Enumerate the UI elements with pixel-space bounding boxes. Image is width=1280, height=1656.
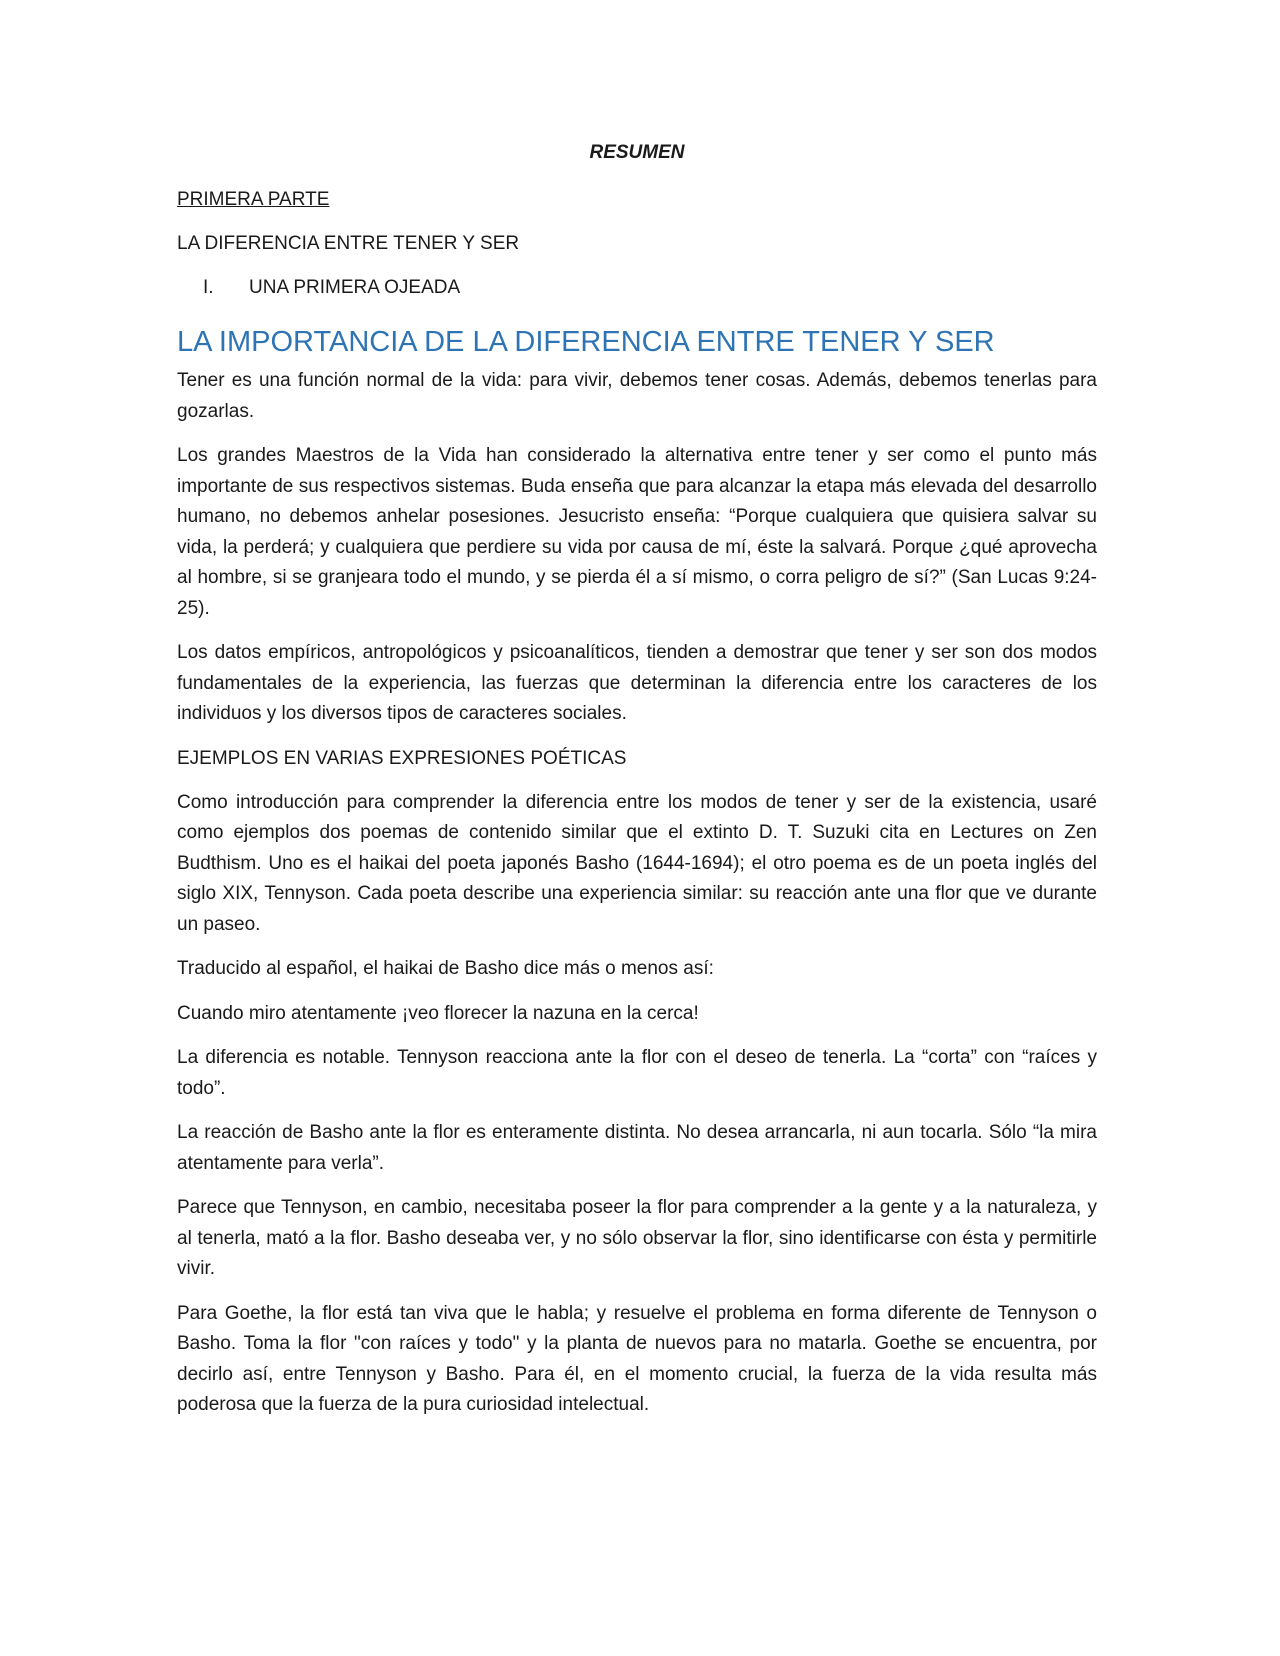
chapter-label: UNA PRIMERA OJEADA [249,277,461,298]
paragraph: Como introducción para comprender la diferencia entre los modos de tener y ser de la existencia, usaré como ejemplos dos poemas de contenido similar que el extinto D. T. Suzuki cita en Lectures on Zen Budthism. Uno es el haikai del poeta japonés Basho (1644-1694); el otro poema es de un poeta inglés del siglo XIX, Tennyson. Cada poeta describe una experiencia similar: su reacción ante una flor que ve durante un paseo. [177,791,1097,935]
paragraph: Los grandes Maestros de la Vida han considerado la alternativa entre tener y ser como el punto más importante de sus respectivos sistemas. Buda enseña que para alcanzar la etapa más elevada del desarrollo humano, no debemos anhelar posesiones. Jesucristo enseña: “Porque cualquiera que quisiera salvar su vida, la perderá; y cualquiera que perdiere su vida por causa de mí, éste la salvará. Porque ¿qué aprovecha al hombre, si se granjeara todo el mundo, y se pierda él a sí mismo, o corra peligro de sí?” (San Lucas 9:24-25). [177,445,1097,619]
paragraph: La diferencia es notable. Tennyson reacciona ante la flor con el deseo de tenerla. La “corta” con “raíces y todo”. [177,1047,1097,1099]
haikai-quote: Cuando miro atentamente ¡veo florecer la nazuna en la cerca! [177,1002,699,1024]
paragraph: La reacción de Basho ante la flor es enteramente distinta. No desea arrancarla, ni aun tocarla. Sólo “la mira atentamente para verla”. [177,1122,1097,1174]
section-heading: LA DIFERENCIA ENTRE TENER Y SER [177,233,520,254]
paragraph: Para Goethe, la flor está tan viva que le habla; y resuelve el problema en forma diferente de Tennyson o Basho. Toma la flor "con raíces y todo" y la planta de nuevos para no matarla. Goethe se encuentra, por decirlo así, entre Tennyson y Basho. Para él, en el momento crucial, la fuerza de la vida resulta más poderosa que la fuerza de la pura curiosidad intelectual. [177,1302,1097,1415]
subheading: EJEMPLOS EN VARIAS EXPRESIONES POÉTICAS [177,747,627,769]
main-heading: LA IMPORTANCIA DE LA DIFERENCIA ENTRE TENER Y SER [177,326,995,358]
paragraph: Traducido al español, el haikai de Basho dice más o menos así: [177,958,714,979]
paragraph: Parece que Tennyson, en cambio, necesitaba poseer la flor para comprender a la gente y a la naturaleza, y al tenerla, mató a la flor. Basho deseaba ver, y no sólo observar la flor, sino identificarse con ésta y permitirle vivir. [177,1197,1097,1279]
chapter-number: I. [203,277,214,298]
document-title: RESUMEN [589,142,685,163]
paragraph: Los datos empíricos, antropológicos y psicoanalíticos, tienden a demostrar que tener y ser son dos modos fundamentales de la experiencia, las fuerzas que determinan la diferencia entre los caracteres de los individuos y los diversos tipos de caracteres sociales. [177,642,1097,724]
paragraph: Tener es una función normal de la vida: para vivir, debemos tener cosas. Además, debemos tenerlas para gozarlas. [177,370,1097,422]
chapter-list-item [177,276,1097,300]
part-heading: PRIMERA PARTE [177,189,330,210]
document-page [177,140,1097,1435]
